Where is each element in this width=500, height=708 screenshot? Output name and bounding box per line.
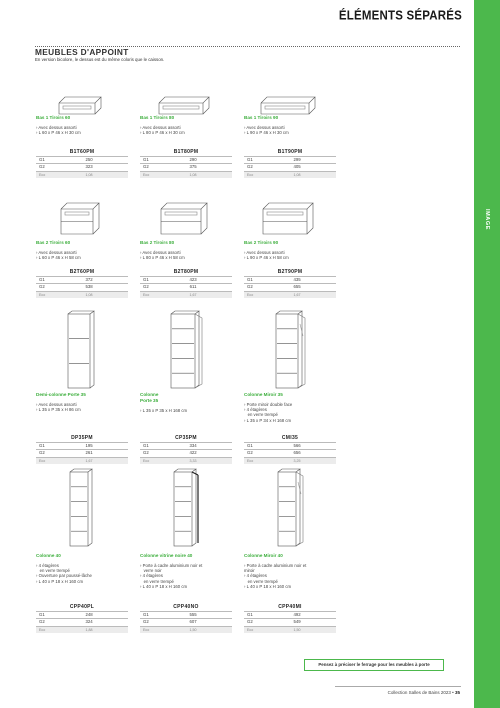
product-name: Bas 1 Tiroirs 60: [36, 115, 71, 120]
product-name: Bas 2 Tiroirs 60: [36, 240, 71, 245]
price-value: 566: [293, 443, 301, 448]
product-spec-line: › L 35 x P 34 x H 168 cm: [244, 417, 292, 423]
price-row-g1: [36, 277, 128, 284]
price-row-eco: [140, 291, 232, 298]
price-spacer: [114, 291, 128, 298]
price-value: 1,50: [293, 627, 301, 632]
price-value: 492: [293, 612, 301, 617]
product-spec-line: › L 40 x P 18 x H 160 cm: [244, 583, 292, 589]
product-specs: [244, 250, 336, 260]
product-code: B1T90PM: [277, 149, 303, 155]
product-spec-line: › L 35 x P 35 x H 168 cm: [140, 407, 188, 413]
product-name: Colonne Miroir 40: [244, 553, 283, 558]
product-specs: [244, 125, 336, 135]
footer-page-number: 35: [454, 690, 460, 695]
product-spec-line: verre noir: [140, 568, 162, 574]
price-table: [36, 156, 128, 178]
price-spacer: [218, 157, 232, 164]
price-value: 1,67: [85, 458, 93, 463]
product-spec-line: › Porte à cadre aluminium noir et: [244, 563, 307, 568]
price-table: [140, 442, 232, 464]
price-row-g2: [36, 450, 128, 457]
price-spacer: [114, 619, 128, 626]
product-code: B1T60PM: [69, 149, 95, 155]
product-code: CPP40NO: [173, 604, 199, 610]
product-specs: [36, 250, 128, 260]
product-spec-line: › L 40 x P 18 x H 160 cm: [140, 583, 188, 589]
price-row-g2: [140, 164, 232, 171]
price-spacer: [322, 157, 336, 164]
price-row-g1: [244, 277, 336, 284]
price-value: 290: [189, 157, 197, 162]
price-row-eco: [36, 171, 128, 178]
price-label: G1: [39, 157, 45, 162]
product-illustration: [140, 468, 232, 548]
page-title: ÉLÉMENTS SÉPARÉS: [338, 9, 462, 23]
price-row-eco: [244, 171, 336, 178]
product-code: B2T90PM: [277, 269, 303, 275]
price-row-g2: [244, 619, 336, 626]
product-code: DP35PM: [71, 435, 93, 441]
price-label: G2: [143, 164, 149, 170]
price-label: G1: [39, 443, 45, 448]
product-code: CP35PM: [175, 435, 197, 441]
price-spacer: [114, 157, 128, 164]
product-spec-line: › L 90 x P 46 x H 58 cm: [244, 255, 289, 261]
price-row-g2: [140, 450, 232, 457]
product-name: Bas 1 Tiroirs 90: [244, 115, 279, 120]
price-value: 324: [85, 619, 93, 625]
price-row-eco: [244, 626, 336, 633]
price-label: Eco: [39, 292, 46, 297]
price-value: 3,25: [293, 458, 301, 463]
price-label: G2: [39, 450, 45, 456]
price-row-g1: [244, 612, 336, 619]
price-row-eco: [244, 291, 336, 298]
price-spacer: [322, 284, 336, 291]
product-illustration: [140, 80, 232, 116]
footer-text: Collection Salles de Bains 2023 • 35: [387, 690, 460, 695]
price-row-g2: [140, 619, 232, 626]
product-code: B2T80PM: [173, 269, 199, 275]
section-header: [35, 40, 460, 57]
footer-collection: Collection Salles de Bains 2023: [387, 690, 451, 695]
price-value: 423: [189, 277, 197, 282]
price-value: 375: [189, 164, 197, 170]
price-row-g1: [36, 443, 128, 450]
section-title: MEUBLES D'APPOINT: [35, 47, 133, 57]
price-label: Eco: [143, 172, 150, 177]
price-spacer: [322, 164, 336, 171]
price-label: Eco: [247, 292, 254, 297]
price-value: 1,08: [293, 172, 301, 177]
price-table: [244, 442, 336, 464]
price-row-g1: [140, 277, 232, 284]
price-label: Eco: [143, 458, 150, 463]
product-illustration: [36, 80, 128, 116]
price-row-g1: [140, 443, 232, 450]
product-specs: [244, 402, 336, 423]
price-spacer: [114, 277, 128, 284]
product-code: B1T80PM: [173, 149, 199, 155]
product-code: CPP40PL: [69, 604, 95, 610]
price-spacer: [218, 619, 232, 626]
price-spacer: [114, 457, 128, 464]
price-spacer: [218, 626, 232, 633]
price-row-eco: [36, 626, 128, 633]
price-value: 372: [85, 277, 93, 282]
price-label: Eco: [143, 292, 150, 297]
price-value: 422: [189, 450, 197, 456]
product-name: Colonne Miroir 35: [244, 392, 283, 397]
price-value: 195: [85, 443, 93, 448]
price-value: 299: [293, 157, 301, 162]
price-label: G1: [247, 157, 253, 162]
product-specs: [140, 250, 232, 260]
price-spacer: [218, 450, 232, 457]
price-spacer: [322, 612, 336, 619]
price-spacer: [322, 619, 336, 626]
product-illustration: [244, 468, 336, 548]
price-spacer: [218, 171, 232, 178]
price-value: 607: [189, 619, 197, 625]
product-illustration: [36, 196, 128, 236]
price-row-g1: [244, 157, 336, 164]
product-specs: [140, 408, 232, 413]
price-row-eco: [140, 457, 232, 464]
price-table: [140, 611, 232, 633]
section-intro: En version bicolore, le dessus est du même coloris que le caisson.: [35, 57, 165, 62]
price-row-eco: [36, 291, 128, 298]
price-spacer: [114, 284, 128, 291]
product-spec-line: › Avec dessus assorti: [140, 125, 181, 130]
price-spacer: [114, 450, 128, 457]
price-table: [36, 611, 128, 633]
price-row-g2: [36, 284, 128, 291]
price-label: Eco: [39, 627, 46, 632]
price-spacer: [322, 171, 336, 178]
price-label: G1: [143, 443, 149, 448]
price-row-eco: [36, 457, 128, 464]
price-label: G2: [247, 450, 253, 456]
product-spec-line: en verre trempé: [36, 568, 70, 574]
product-specs: [140, 563, 232, 589]
product-code: CPP40MI: [278, 604, 302, 610]
price-table: [36, 442, 128, 464]
product-spec-line: › L 80 x P 46 x H 30 cm: [140, 130, 185, 136]
price-row-g2: [36, 619, 128, 626]
product-spec-line: › Avec dessus assorti: [244, 125, 285, 130]
product-spec-line: en verre trempé: [244, 578, 278, 584]
price-spacer: [114, 443, 128, 450]
price-value: 334: [189, 443, 197, 448]
price-value: 250: [85, 157, 93, 162]
price-label: Eco: [39, 458, 46, 463]
price-row-g1: [140, 612, 232, 619]
price-value: 1,67: [293, 292, 301, 297]
price-spacer: [322, 443, 336, 450]
price-spacer: [218, 291, 232, 298]
product-spec-line: › Porte à cadre aluminium noir et: [140, 563, 203, 568]
price-label: Eco: [39, 172, 46, 177]
product-illustration: [140, 310, 232, 390]
price-spacer: [218, 457, 232, 464]
price-row-g2: [244, 164, 336, 171]
product-illustration: [244, 80, 336, 116]
price-spacer: [218, 612, 232, 619]
price-table: [140, 156, 232, 178]
product-illustration: [244, 310, 336, 390]
price-spacer: [218, 443, 232, 450]
product-name: Colonne vitrine noire 40: [140, 553, 193, 558]
price-value: 261: [85, 450, 93, 456]
price-table: [244, 156, 336, 178]
price-value: 655: [293, 284, 301, 290]
footer-divider: [335, 686, 461, 687]
price-label: G1: [143, 157, 149, 162]
price-row-g1: [140, 157, 232, 164]
price-value: 1,08: [189, 172, 197, 177]
price-row-g1: [36, 612, 128, 619]
price-label: G1: [247, 277, 253, 282]
price-spacer: [322, 457, 336, 464]
price-value: 1,50: [189, 627, 197, 632]
price-row-g2: [36, 164, 128, 171]
price-spacer: [114, 612, 128, 619]
product-name: Colonne Porte 35: [140, 392, 159, 403]
side-tab: [474, 0, 500, 708]
price-spacer: [114, 164, 128, 171]
price-value: 538: [85, 284, 93, 290]
product-illustration: [36, 468, 128, 548]
footer-note: Pensez à préciser le ferrage pour les meubles à porte: [304, 659, 444, 671]
product-name: Colonne 40: [36, 553, 61, 558]
price-value: 1,08: [85, 292, 93, 297]
price-table: [244, 611, 336, 633]
price-label: G2: [247, 164, 253, 170]
product-name: Bas 2 Tiroirs 80: [140, 240, 175, 245]
price-spacer: [322, 626, 336, 633]
price-label: Eco: [247, 458, 254, 463]
product-spec-line: › Avec dessus assorti: [36, 250, 77, 255]
product-illustration: [140, 196, 232, 236]
price-label: Eco: [247, 627, 254, 632]
price-row-eco: [140, 171, 232, 178]
price-spacer: [218, 277, 232, 284]
price-label: G1: [39, 277, 45, 282]
product-spec-line: › Avec dessus assorti: [36, 125, 77, 130]
product-spec-line: › Ouverture par poussé-lâche: [36, 573, 92, 579]
product-name: Demi-colonne Porte 35: [36, 392, 86, 397]
price-row-g1: [36, 157, 128, 164]
price-label: G2: [39, 284, 45, 290]
product-spec-line: › L 40 x P 18 x H 160 cm: [36, 578, 84, 584]
price-label: G1: [143, 612, 149, 617]
price-value: 1,67: [189, 292, 197, 297]
price-table: [244, 276, 336, 298]
product-spec-line: › L 60 x P 46 x H 30 cm: [36, 130, 81, 136]
product-code: B2T60PM: [69, 269, 95, 275]
price-spacer: [114, 171, 128, 178]
price-value: 248: [85, 612, 93, 617]
product-spec-line: › 4 étagères: [36, 563, 59, 568]
price-spacer: [218, 164, 232, 171]
price-spacer: [218, 284, 232, 291]
price-label: G2: [39, 619, 45, 625]
product-spec-line: › L 35 x P 35 x H 86 cm: [36, 407, 81, 413]
product-spec-line: en verre trempé: [140, 578, 174, 584]
price-spacer: [322, 450, 336, 457]
product-illustration: [244, 196, 336, 236]
price-row-g2: [140, 284, 232, 291]
price-value: 435: [293, 277, 301, 282]
product-spec-line: › Porte miroir double face: [244, 402, 293, 407]
product-spec-line: › 4 étagères: [140, 573, 163, 579]
price-value: 555: [189, 612, 197, 617]
price-label: Eco: [247, 172, 254, 177]
product-spec-line: › L 90 x P 46 x H 30 cm: [244, 130, 289, 136]
price-spacer: [114, 626, 128, 633]
product-illustration: [36, 310, 128, 390]
price-spacer: [322, 291, 336, 298]
product-spec-line: › L 60 x P 46 x H 58 cm: [36, 255, 81, 261]
price-row-eco: [244, 457, 336, 464]
price-label: G1: [247, 612, 253, 617]
product-specs: [36, 402, 128, 412]
price-label: G2: [247, 619, 253, 625]
price-label: G1: [143, 277, 149, 282]
product-spec-line: › Avec dessus assorti: [244, 250, 285, 255]
price-row-eco: [140, 626, 232, 633]
product-spec-line: › 4 étagères: [244, 407, 267, 413]
price-value: 405: [293, 164, 301, 170]
price-value: 611: [189, 284, 197, 290]
side-tab-label: IMAGE: [484, 209, 490, 231]
price-label: G2: [143, 284, 149, 290]
product-spec-line: › Avec dessus assorti: [140, 250, 181, 255]
product-specs: [36, 563, 128, 584]
price-value: 3,33: [189, 458, 197, 463]
product-specs: [140, 125, 232, 135]
price-label: Eco: [143, 627, 150, 632]
price-value: 656: [293, 450, 301, 456]
price-label: G2: [247, 284, 253, 290]
price-row-g2: [244, 450, 336, 457]
price-table: [36, 276, 128, 298]
price-label: G1: [39, 612, 45, 617]
price-value: 549: [293, 619, 301, 625]
price-label: G1: [247, 443, 253, 448]
price-spacer: [322, 277, 336, 284]
price-label: G2: [143, 450, 149, 456]
price-row-g1: [244, 443, 336, 450]
price-value: 1,08: [85, 172, 93, 177]
product-spec-line: miroir: [244, 568, 255, 574]
product-spec-line: › 4 étagères: [244, 573, 267, 579]
price-value: 323: [85, 164, 93, 170]
product-name: Bas 2 Tiroirs 90: [244, 240, 279, 245]
product-spec-line: › L 80 x P 46 x H 58 cm: [140, 255, 185, 261]
price-value: 1,88: [85, 627, 93, 632]
product-specs: [244, 563, 336, 589]
price-table: [140, 276, 232, 298]
product-specs: [36, 125, 128, 135]
product-code: CMI35: [281, 435, 299, 441]
price-label: G2: [143, 619, 149, 625]
price-row-g2: [244, 284, 336, 291]
product-name: Bas 1 Tiroirs 80: [140, 115, 175, 120]
price-label: G2: [39, 164, 45, 170]
product-spec-line: › Avec dessus assorti: [36, 402, 77, 407]
product-spec-line: en verre trempé: [244, 412, 278, 418]
